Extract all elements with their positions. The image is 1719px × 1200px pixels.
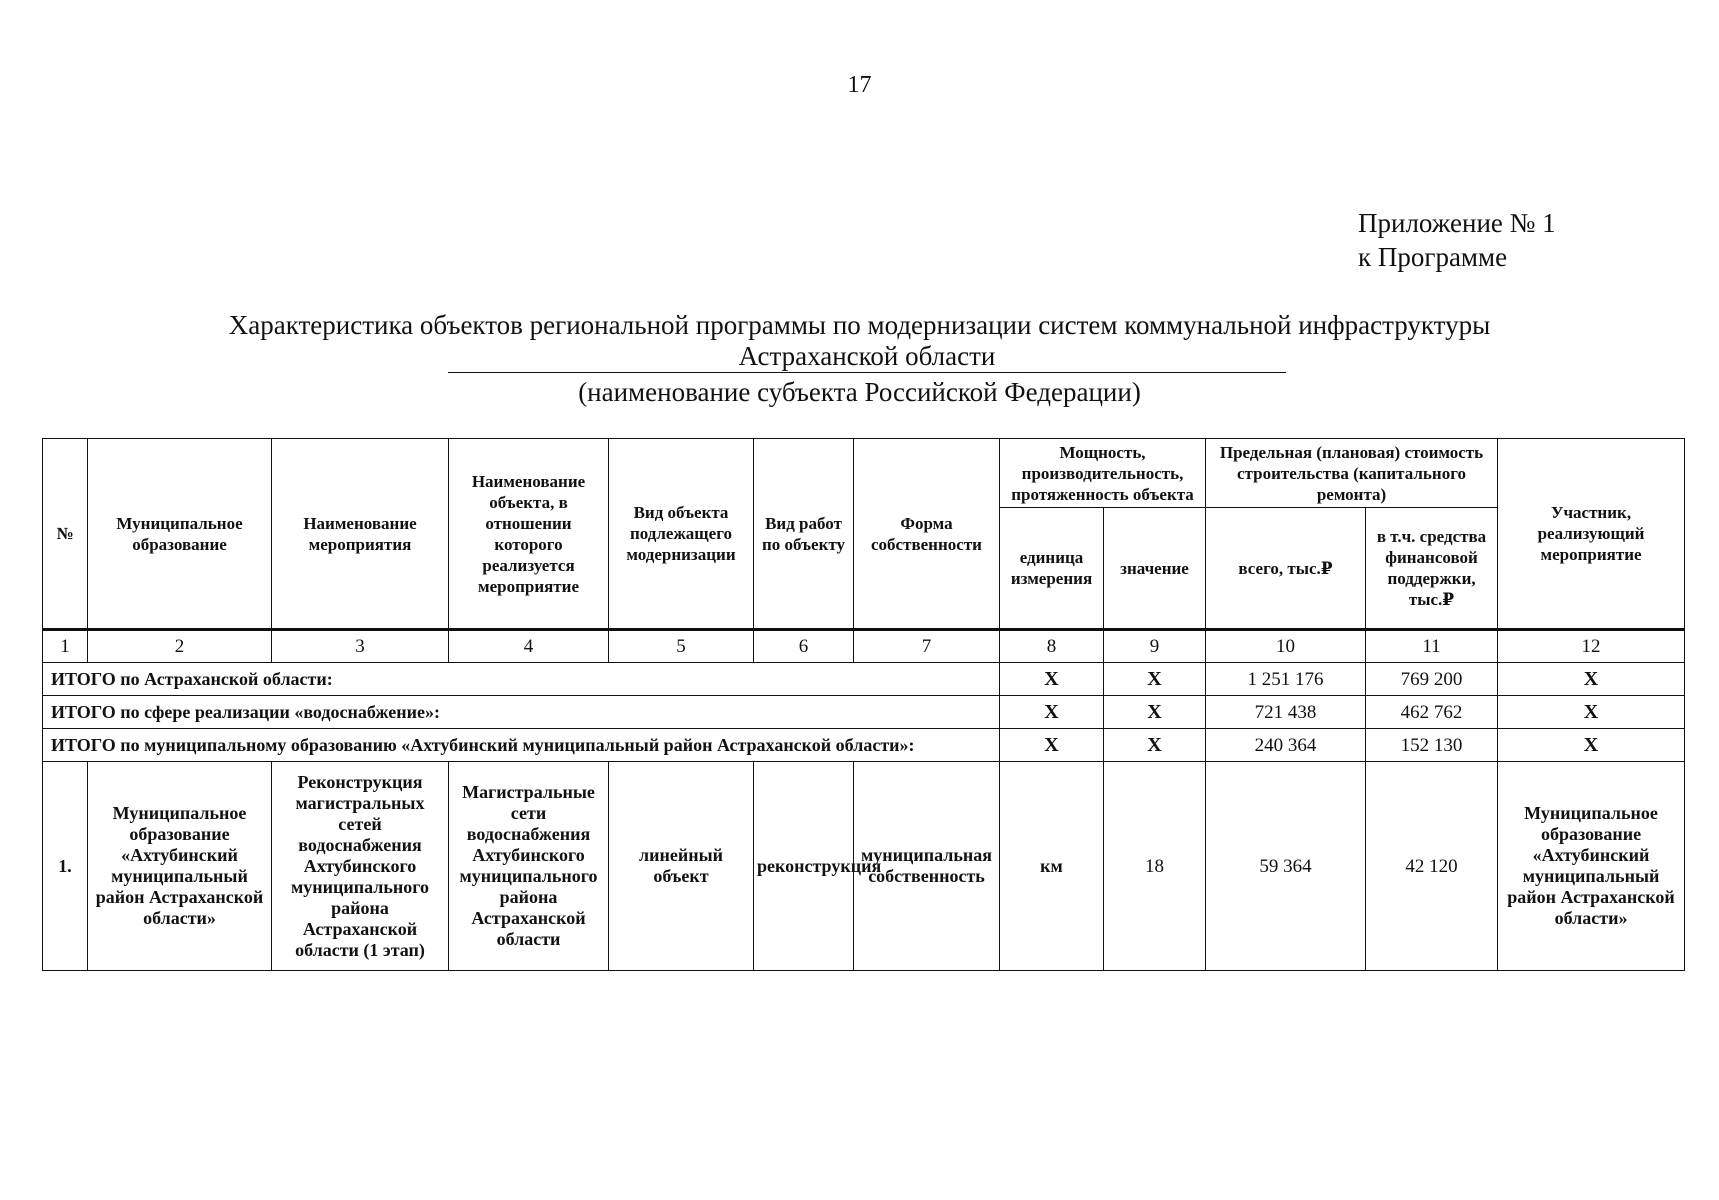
total-row-water-supply (43, 696, 1685, 729)
header-measure: Наименование мероприятия (272, 439, 449, 630)
row-cost-support: 42 120 (1366, 762, 1498, 971)
header-participant: Участник, реализующий мероприятие (1498, 439, 1685, 630)
total-label: ИТОГО по Астраханской области: (43, 663, 1000, 696)
total-cost-support: 462 762 (1366, 696, 1498, 729)
total-row-municipality (43, 729, 1685, 762)
header-row-top (43, 439, 1685, 508)
total-value: Х (1104, 729, 1206, 762)
appendix-note (1358, 206, 1556, 274)
row-value: 18 (1104, 762, 1206, 971)
header-municipality: Муниципальное образование (88, 439, 272, 630)
total-participant: Х (1498, 663, 1685, 696)
total-unit: Х (1000, 663, 1104, 696)
row-work-type: реконструкция (754, 762, 854, 971)
column-number: 4 (449, 630, 609, 663)
total-label: ИТОГО по сфере реализации «водоснабжение»: (43, 696, 1000, 729)
total-row-region (43, 663, 1685, 696)
column-number: 11 (1366, 630, 1498, 663)
total-unit: Х (1000, 696, 1104, 729)
objects-table (42, 438, 1685, 971)
total-cost-total: 721 438 (1206, 696, 1366, 729)
header-work-type: Вид работ по объекту (754, 439, 854, 630)
row-object-type: линейный объект (609, 762, 754, 971)
header-capacity-group: Мощность, производительность, протяженность объекта (1000, 439, 1206, 508)
total-cost-total: 240 364 (1206, 729, 1366, 762)
column-numbers-row (43, 630, 1685, 663)
column-number: 2 (88, 630, 272, 663)
row-num: 1. (43, 762, 88, 971)
total-unit: Х (1000, 729, 1104, 762)
column-number: 3 (272, 630, 449, 663)
column-number: 5 (609, 630, 754, 663)
column-number: 9 (1104, 630, 1206, 663)
header-cost-total: всего, тыс.₽ (1206, 508, 1366, 630)
total-cost-support: 769 200 (1366, 663, 1498, 696)
column-number: 8 (1000, 630, 1104, 663)
header-object-type: Вид объекта подлежащего модернизации (609, 439, 754, 630)
header-value: значение (1104, 508, 1206, 630)
row-municipality: Муниципальное образование «Ахтубинский муниципальный район Астраханской области» (88, 762, 272, 971)
total-value: Х (1104, 696, 1206, 729)
appendix-line-2: к Программе (1358, 242, 1508, 272)
subject-caption: (наименование субъекта Российской Федерации) (578, 377, 1141, 407)
total-participant: Х (1498, 729, 1685, 762)
column-number: 6 (754, 630, 854, 663)
row-unit: км (1000, 762, 1104, 971)
total-participant: Х (1498, 696, 1685, 729)
table-row (43, 762, 1685, 971)
row-object-name: Магистральные сети водоснабжения Ахтубинского муниципального района Астраханской области (449, 762, 609, 971)
row-cost-total: 59 364 (1206, 762, 1366, 971)
header-ownership: Форма собственности (854, 439, 1000, 630)
header-cost-group: Предельная (плановая) стоимость строительства (капитального ремонта) (1206, 439, 1498, 508)
region-name: Астраханской области (738, 341, 996, 371)
row-ownership: муниципальная собственность (854, 762, 1000, 971)
row-measure: Реконструкция магистральных сетей водоснабжения Ахтубинского муниципального района Астраханской области (1 этап) (272, 762, 449, 971)
header-object-name: Наименование объекта, в отношении которого реализуется мероприятие (449, 439, 609, 630)
column-number: 10 (1206, 630, 1366, 663)
column-number: 1 (43, 630, 88, 663)
column-number: 12 (1498, 630, 1685, 663)
header-num: № (43, 439, 88, 630)
row-participant: Муниципальное образование «Ахтубинский муниципальный район Астраханской области» (1498, 762, 1685, 971)
page-number: 17 (847, 72, 872, 98)
total-label: ИТОГО по муниципальному образованию «Ахтубинский муниципальный район Астраханской области»: (43, 729, 1000, 762)
header-cost-support: в т.ч. средства финансовой поддержки, тыс.₽ (1366, 508, 1498, 630)
column-number: 7 (854, 630, 1000, 663)
total-cost-support: 152 130 (1366, 729, 1498, 762)
region-underline (448, 372, 1286, 373)
appendix-line-1: Приложение № 1 (1358, 208, 1556, 238)
header-unit: единица измерения (1000, 508, 1104, 630)
total-value: Х (1104, 663, 1206, 696)
document-title: Характеристика объектов региональной программы по модернизации систем коммунальной инфраструктуры (228, 310, 1491, 340)
total-cost-total: 1 251 176 (1206, 663, 1366, 696)
